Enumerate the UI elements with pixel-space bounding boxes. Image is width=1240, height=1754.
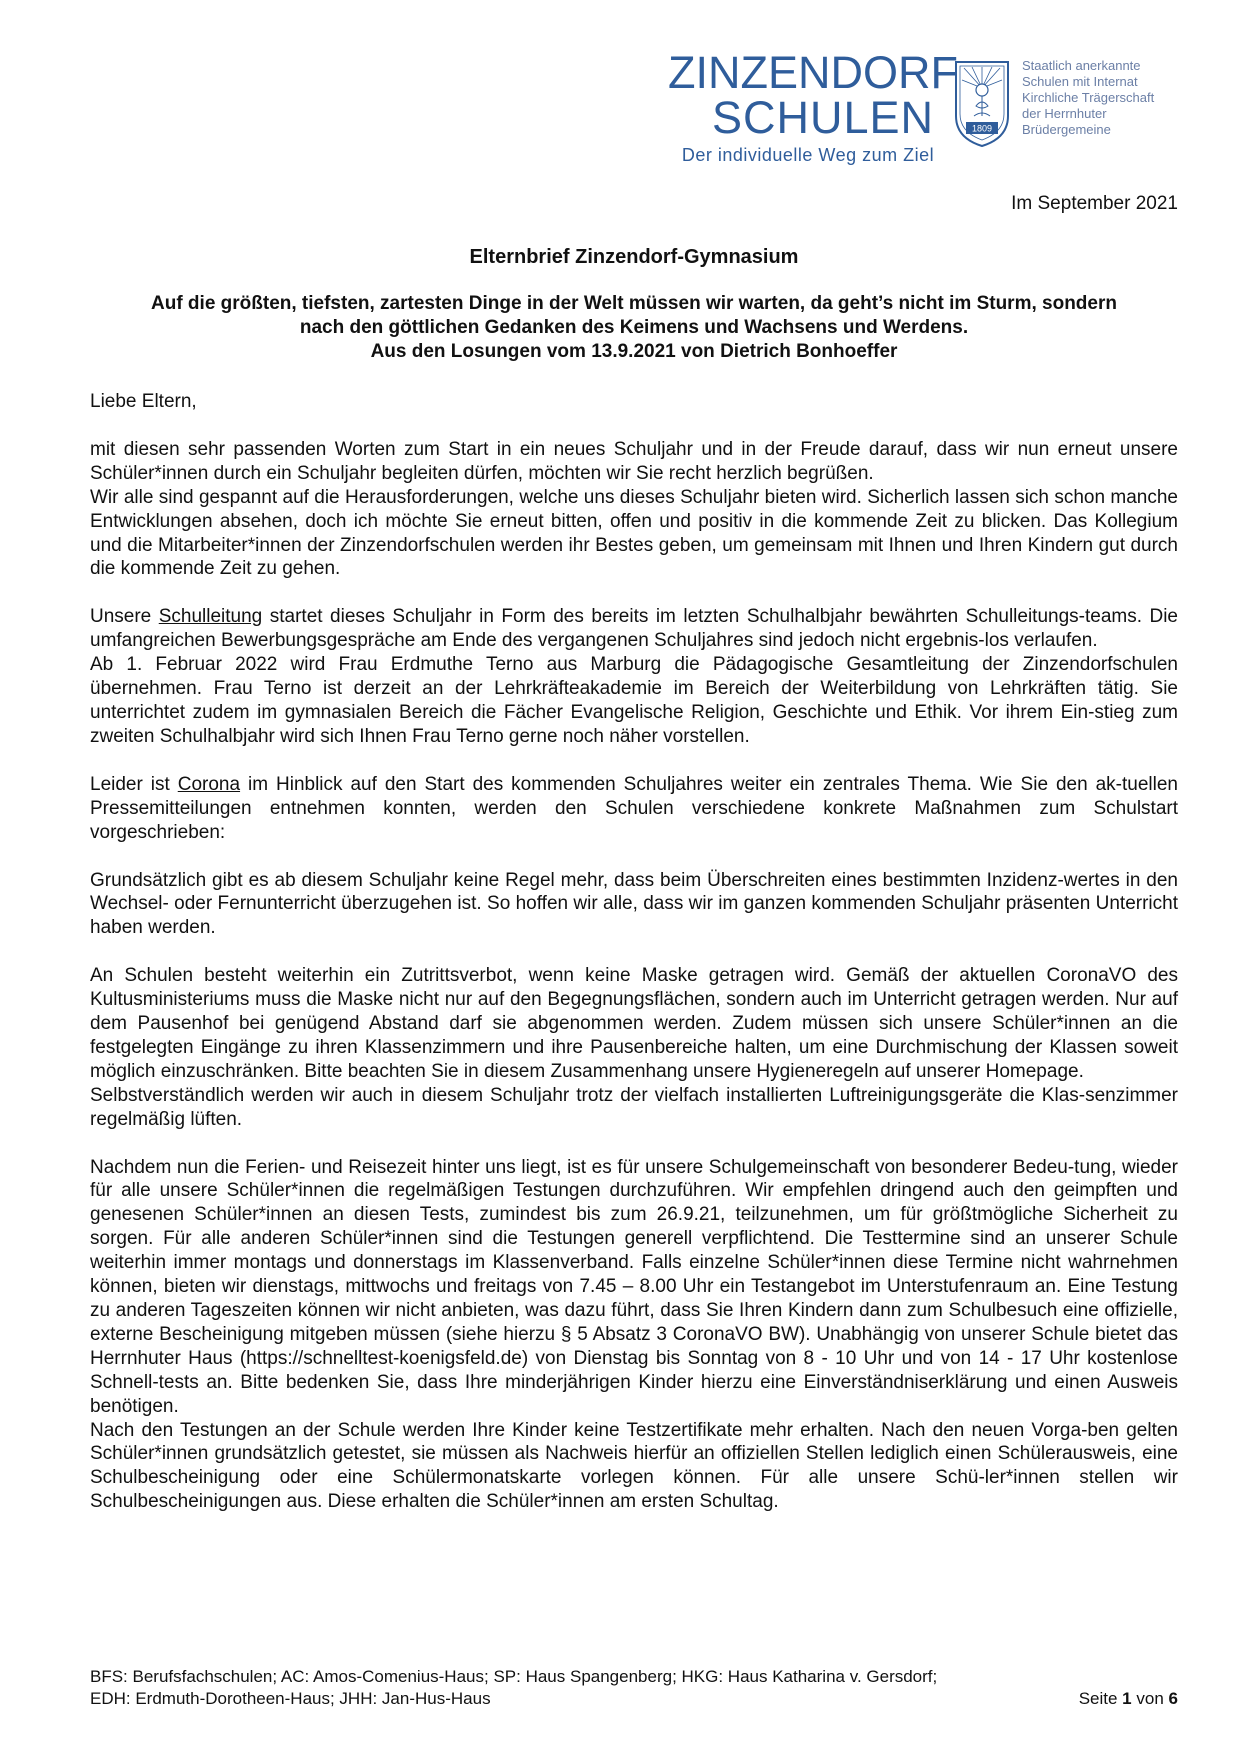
motto-quote [90,292,1178,364]
paragraph-new-director: Ab 1. Februar 2022 wird Frau Erdmuthe Terno aus Marburg die Pädagogische Gesamtleitung der Zinzendorfschulen übernehmen. Frau Terno ist derzeit an der Lehrkräfteakademie im Bereich der Weiterbildung von Lehrkräften tätig. Sie unterrichtet zudem im gymnasialen Bereich die Fächer Evangelische Religion, Geschichte und Ethik. Vor ihrem Ein-stieg zum zweiten Schulhalbjahr wird sich Ihnen Frau Terno gerne noch näher vorstellen. [90,654,1178,747]
page-number [1079,1688,1178,1710]
paragraph-corona [90,773,1178,845]
motto-line: nach den göttlichen Gedanken des Keimens und Wachsens und Werdens. [299,317,969,338]
page-current: 1 [1122,1689,1132,1708]
info-line: Staatlich anerkannte [1022,58,1141,73]
letter-body [90,390,1178,1514]
paragraph-masks: An Schulen besteht weiterhin ein Zutrittsverbot, wenn keine Maske getragen wird. Gemäß der aktuellen CoronaVO des Kultusministeriums muss die Maske nicht nur auf den Begegnungsflächen, sondern auch im Unterricht getragen werden. Nur auf dem Pausenhof bei genügend Abstand darf sie abgenommen werden. Zudem müssen sich unsere Schüler*innen an die festgelegten Eingänge zu ihren Klassenzimmern und ihre Pausenbereiche halten, um eine Durchmischung der Klassen soweit möglich einzuschränken. Bitte beachten Sie in diesem Zusammenhang unsere Hygieneregeln auf unserer Homepage. [90,965,1178,1082]
logo-brand-line1: ZINZENDORF [668,47,958,98]
info-line: Kirchliche Trägerschaft [1022,90,1155,105]
schulleitung-link[interactable]: Schulleitung [158,606,263,628]
school-info-list [1022,58,1222,138]
paragraph-ventilation: Selbstverständlich werden wir auch in diesem Schuljahr trotz der vielfach installierten Luftreinigungsgeräte die Klas-senzimmer regelmäßig lüften. [90,1084,1178,1130]
paragraph-welcome: mit diesen sehr passenden Worten zum Start in ein neues Schuljahr und in der Freude darauf, dass wir nun erneut unsere Schüler*innen durch ein Schuljahr begleiten dürfen, möchten wir Sie recht herzlich begrüßen. [90,438,1178,484]
salutation: Liebe Eltern, [90,391,197,412]
logo-tagline: Der individuelle Weg zum Ziel [681,145,935,165]
logo-brand-line2: SCHULEN [711,92,935,143]
info-line: der Herrnhuter [1022,106,1107,121]
emblem-year: 1809 [971,123,993,134]
paragraph-school-management [90,605,1178,653]
paragraph-expectations: Wir alle sind gespannt auf die Herausforderungen, welche uns dieses Schuljahr bieten wird. Sicherlich lassen sich schon manche Entwicklungen absehen, doch ich möchte Sie erneut bitten, offen und positiv in die kommende Zeit zu blicken. Das Kollegium und die Mitarbeiter*innen der Zinzendorfschulen werden ihr Bestes geben, um gemeinsam mit Ihnen und Ihren Kindern gut durch die kommende Zeit zu gehen. [90,486,1178,580]
text-segment: im Hinblick auf den Start des kommenden Schuljahres weiter ein zentrales Thema. Wie Sie den ak-tuellen Pressemitteilungen entnehmen konnten, werden den Schulen verschiedene konkrete Maßnahmen zum Schulstart vorgeschrieben: [90,773,1179,843]
school-logo-wordmark [668,47,958,168]
motto-line: Auf die größten, tiefsten, zartesten Dinge in der Welt müssen wir warten, da geht’s nicht im Sturm, sondern [151,293,1117,314]
letter-title: Elternbrief Zinzendorf-Gymnasium [469,246,799,268]
paragraph-testing: Nachdem nun die Ferien- und Reisezeit hinter uns liegt, ist es für unsere Schulgemeinschaft von besonderer Bedeu-tung, wieder für alle unsere Schüler*innen die regelmäßigen Testungen durchzuführen. Wir empfehlen dringend auch den geimpften und genesenen Schüler*innen an diesen Tests, zumindest bis zum 26.9.21, teilzunehmen, um für größtmögliche Sicherheit zu sorgen. Für alle anderen Schüler*innen sind die Testungen generell verpflichtend. Die Testtermine sind an unserer Schule weiterhin immer montags und donnerstags im Klassenverband. Falls einzelne Schüler*innen diese Termine nicht wahrnehmen können, bieten wir dienstags, mittwochs und freitags von 7.45 – 8.00 Uhr ein Testangebot im Unterstufenraum an. Eine Testung zu anderen Tageszeiten können wir nicht anbieten, was dazu führt, dass Sie Ihren Kindern dann zum Schulbesuch eine offizielle, externe Bescheinigung mitgeben müssen (siehe hierzu § 5 Absatz 3 CoronaVO BW). Unabhängig von unserer Schule bietet das Herrnhuter Haus (https://schnelltest-koenigsfeld.de) von Dienstag bis Sonntag von 8 - 10 Uhr und von 14 - 17 Uhr kostenlose Schnell-tests an. Bitte bedenken Sie, dass Ihre minderjährigen Kinder hierzu eine Einverständniserklärung und einen Ausweis benötigen. [90,1156,1178,1417]
info-line: Schulen mit Internat [1022,74,1138,89]
info-line: Brüdergemeine [1022,122,1111,137]
page-label: Seite [1078,1689,1118,1708]
page-total: 6 [1168,1689,1178,1708]
text-segment: Unsere [90,606,152,628]
page-footer [90,1666,1178,1710]
moravian-lamb-emblem-icon [952,58,1012,150]
footer-abbreviations-line2: EDH: Erdmuth-Dorotheen-Haus; JHH: Jan-Hus-Haus [90,1689,491,1708]
page-of: von [1136,1689,1164,1708]
text-segment: Leider ist [90,773,170,795]
motto-source: Aus den Losungen vom 13.9.2021 von Dietrich Bonhoeffer [370,341,898,362]
text-segment: startet dieses Schuljahr in Form des bereits im letzten Schulhalbjahr bewährten Schulleitungs-teams. Die umfangreichen Bewerbungsgespräche am Ende des vergangenen Schuljahres sind jedoch nicht ergebnis-los verlaufen. [90,606,1178,652]
paragraph-attendance: Grundsätzlich gibt es ab diesem Schuljahr keine Regel mehr, dass beim Überschreiten eines bestimmten Inzidenz-wertes in den Wechsel- oder Fernunterricht überzugehen ist. So hoffen wir alle, dass wir im ganzen kommenden Schuljahr präsenten Unterricht haben werden. [90,869,1178,939]
paragraph-certificates: Nach den Testungen an der Schule werden Ihre Kinder keine Testzertifikate mehr erhalten. Nach den neuen Vorga-ben gelten Schüler*innen grundsätzlich getestet, sie müssen als Nachweis hierfür an offiziellen Stellen lediglich einen Schülerausweis, eine Schulbescheinigung oder eine Schülermonatskarte vorlegen können. Für alle unsere Schü-ler*innen stellen wir Schulbescheinigungen aus. Diese erhalten die Schüler*innen am ersten Schultag. [90,1419,1178,1513]
letter-date: Im September 2021 [1011,193,1178,214]
corona-link[interactable]: Corona [177,773,241,795]
footer-abbreviations-line1: BFS: Berufsfachschulen; AC: Amos-Comenius-Haus; SP: Haus Spangenberg; HKG: Haus Katharina v. Gersdorf; [90,1667,938,1686]
